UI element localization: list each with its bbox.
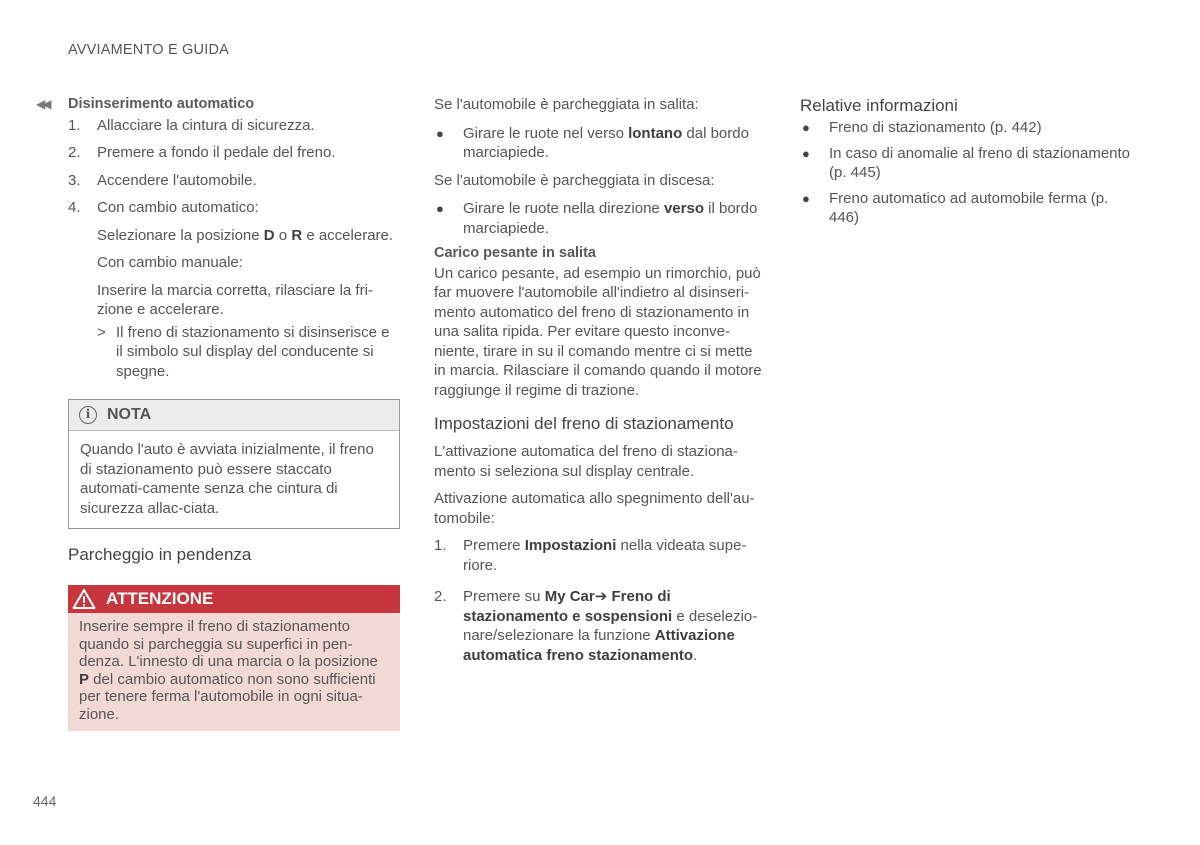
info-icon: i bbox=[79, 406, 97, 424]
list-item: ● Girare le ruote nella direzione verso il bordo marciapiede. bbox=[436, 200, 758, 237]
settings-steps bbox=[434, 536, 764, 665]
arrow-right-icon: ➔ bbox=[594, 588, 608, 605]
manual-gear-label: Con cambio manuale: bbox=[97, 254, 243, 271]
heavy-load-title: Carico pesante in salita bbox=[434, 245, 596, 261]
related-info-title: Relative informazioni bbox=[800, 96, 958, 115]
step-item: 2. Premere su My Car➔ Freno di stazionamento e sospensioni e deselezio-nare/selezionare la funzione Attivazione automatica freno stazionamento. bbox=[434, 588, 758, 664]
release-steps bbox=[68, 116, 400, 218]
uphill-intro: Se l'automobile è parcheggiata in salita: bbox=[434, 96, 699, 113]
result-line: > Il freno di stazionamento si disinserisce e il simbolo sul display del conducente si spegne. bbox=[97, 323, 390, 380]
related-link[interactable]: ● Freno di stazionamento (p. 442) bbox=[802, 119, 1042, 136]
warning-icon bbox=[72, 588, 96, 610]
related-link[interactable]: ● Freno automatico ad automobile ferma (p. 446) bbox=[802, 189, 1109, 226]
settings-title: Impostazioni del freno di stazionamento bbox=[434, 414, 734, 433]
note-text: Quando l'auto è avviata inizialmente, il freno di stazionamento può essere staccato automati-camente senza che cintura di sicurezza allac-ciata. bbox=[80, 441, 374, 517]
related-link[interactable]: ● In caso di anomalie al freno di stazionamento (p. 445) bbox=[802, 144, 1131, 181]
warning-title: ATTENZIONE bbox=[106, 589, 214, 609]
page-number: 444 bbox=[33, 793, 57, 809]
settings-paragraph-1: L'attivazione automatica del freno di staziona-mento si seleziona sul display centrale. bbox=[434, 443, 738, 480]
manual-gear-instruction: Inserire la marcia corretta, rilasciare la fri-zione e accelerare. bbox=[97, 281, 373, 318]
uphill-list bbox=[434, 124, 764, 163]
step-item: 1. Allacciare la cintura di sicurezza. bbox=[68, 116, 315, 134]
note-title: NOTA bbox=[107, 406, 152, 424]
heavy-load-text: Un carico pesante, ad esempio un rimorchio, può far muovere l'automobile all'indietro al disinseri-mento automatico del freno di stazionamento in una salita ripida. Per evitare questo inconve-niente, tirare in su il comando mentre ci si mette in marcia. Rilasciare il comando quando il motore raggiunge il regime di trazione. bbox=[434, 264, 762, 399]
column-middle bbox=[434, 95, 764, 673]
step-item: 2. Premere a fondo il pedale del freno. bbox=[68, 144, 336, 161]
continued-icon: ◀◀ bbox=[36, 97, 49, 111]
column-left bbox=[36, 95, 400, 731]
warning-text: Inserire sempre il freno di stazionamento quando si parcheggia su superfici in pen-denza. L'innesto di una marcia o la posizione P del cambio automatico non sono sufficienti per tenere ferma l'automobile in ogni situa-zione. bbox=[68, 613, 400, 731]
step-item: 1. Premere Impostazioni nella videata supe-riore. bbox=[434, 537, 747, 574]
note-box bbox=[68, 399, 400, 529]
auto-release-title: Disinserimento automatico bbox=[68, 96, 255, 112]
downhill-intro: Se l'automobile è parcheggiata in discesa: bbox=[434, 171, 715, 189]
settings-paragraph-2: Attivazione automatica allo spegnimento dell'au-tomobile: bbox=[434, 490, 755, 527]
parking-slope-title: Parcheggio in pendenza bbox=[68, 545, 252, 564]
automatic-gear-instruction: Selezionare la posizione D o R e accelerare. bbox=[97, 226, 394, 244]
related-links-list bbox=[800, 118, 1135, 228]
step-item: 4. Con cambio automatico: bbox=[68, 199, 259, 216]
section-header: AVVIAMENTO E GUIDA bbox=[68, 42, 229, 58]
step-item: 3. Accendere l'automobile. bbox=[68, 171, 257, 189]
warning-box bbox=[68, 585, 400, 731]
downhill-list bbox=[434, 199, 764, 238]
list-item: ● Girare le ruote nel verso lontano dal bordo marciapiede. bbox=[436, 124, 749, 161]
column-right bbox=[800, 95, 1135, 236]
